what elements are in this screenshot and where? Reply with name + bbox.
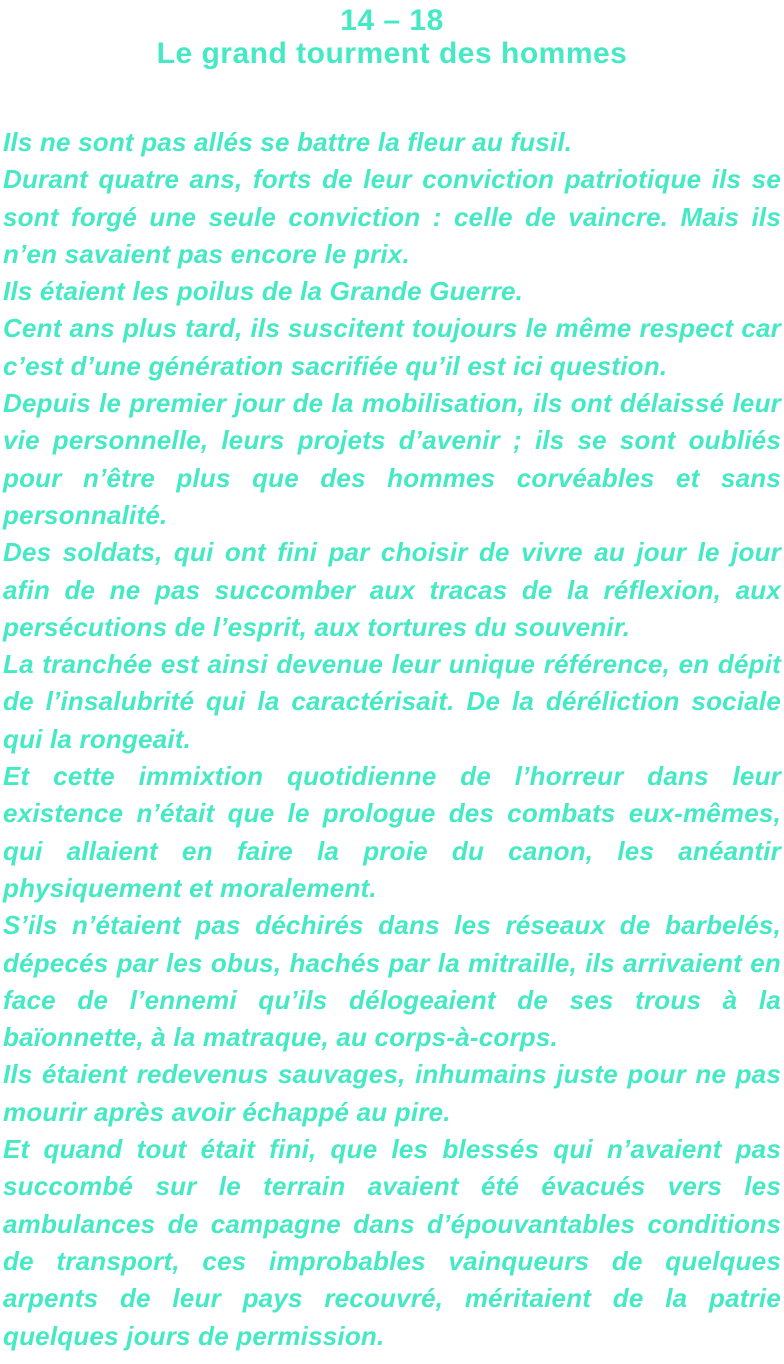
page-title: Le grand tourment des hommes [156, 37, 628, 70]
paragraph: Durant quatre ans, forts de leur conviction patriotique ils se sont forgé une seule conviction : celle de vaincre. Mais ils n’en savaient pas encore le prix. [3, 164, 781, 269]
page-header [3, 4, 781, 70]
body-paragraphs [3, 124, 781, 1355]
paragraph: Ils étaient les poilus de la Grande Guerre. [3, 276, 524, 307]
paragraph: Depuis le premier jour de la mobilisation, ils ont délaissé leur vie personnelle, leurs projets d’avenir ; ils se sont oubliés pour n’être plus que des hommes corvéables et sans personnalité. [3, 388, 781, 530]
chapter-number: 14 – 18 [340, 4, 444, 37]
paragraph: Ils ne sont pas allés se battre la fleur au fusil. [3, 127, 573, 157]
paragraph: La tranchée est ainsi devenue leur unique référence, en dépit de l’insalubrité qui la caractérisait. De la déréliction sociale qui la rongeait. [3, 649, 781, 754]
paragraph: S’ils n’étaient pas déchirés dans les réseaux de barbelés, dépecés par les obus, hachés par la mitraille, ils arrivaient en face de l’ennemi qu’ils délogeaient de ses trous à la baïonnette, à la matraque, au corps-à-corps. [3, 910, 781, 1053]
paragraph: Et cette immixtion quotidienne de l’horreur dans leur existence n’était que le prologue des combats eux-mêmes, qui allaient en faire la proie du canon, les anéantir physiquement et moralement. [3, 761, 781, 903]
paragraph: Cent ans plus tard, ils suscitent toujours le même respect car c’est d’une génération sacrifiée qu’il est ici question. [3, 313, 781, 381]
paragraph: Des soldats, qui ont fini par choisir de vivre au jour le jour afin de ne pas succomber aux tracas de la réflexion, aux persécutions de l’esprit, aux tortures du souvenir. [3, 537, 781, 642]
paragraph: Et quand tout était fini, que les blessés qui n’avaient pas succombé sur le terrain avaient été évacués vers les ambulances de campagne dans d’épouvantables conditions de transport, ces improbables vainqueurs de quelques arpents de leur pays recouvré, méritaient de la patrie quelques jours de permission. [3, 1134, 781, 1351]
paragraph: Ils étaient redevenus sauvages, inhumains juste pour ne pas mourir après avoir échappé au pire. [3, 1059, 781, 1127]
